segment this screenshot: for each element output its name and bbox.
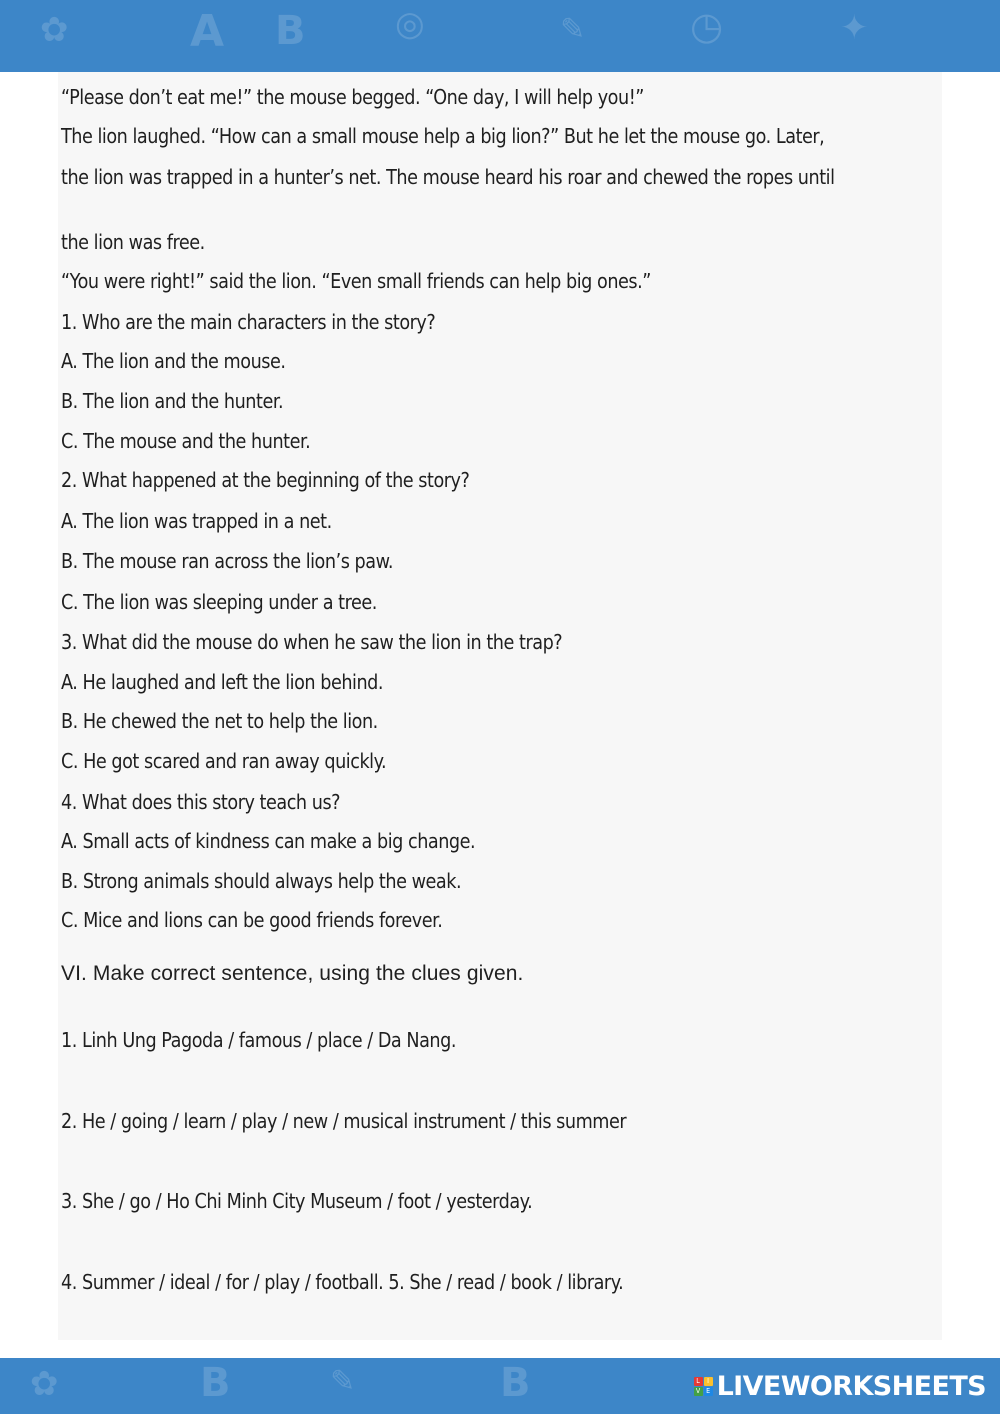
- logo-mark-square: L: [694, 1377, 703, 1386]
- answer-option[interactable]: A. The lion was trapped in a net.: [61, 509, 332, 533]
- letter-b-doodle-icon: B: [275, 8, 306, 54]
- star-doodle-icon: ✿: [30, 1364, 59, 1404]
- sentence-clue: 3. She / go / Ho Chi Minh City Museum / foot / yesterday.: [61, 1189, 533, 1213]
- question-text: 2. What happened at the beginning of the story?: [61, 468, 470, 492]
- star-doodle-icon: ✿: [40, 10, 69, 50]
- answer-option[interactable]: B. He chewed the net to help the lion.: [61, 709, 378, 733]
- logo-mark-icon: [694, 1377, 713, 1396]
- answer-option[interactable]: B. The lion and the hunter.: [61, 389, 284, 413]
- pencil-doodle-icon: ✎: [330, 1364, 356, 1399]
- letter-a-doodle-icon: A: [190, 6, 225, 57]
- liveworksheets-logo[interactable]: [694, 1371, 986, 1401]
- answer-option[interactable]: A. He laughed and left the lion behind.: [61, 670, 384, 694]
- answer-option[interactable]: B. Strong animals should always help the weak.: [61, 869, 462, 893]
- answer-option[interactable]: C. He got scared and ran away quickly.: [61, 749, 387, 773]
- story-line: The lion laughed. “How can a small mouse help a big lion?” But he let the mouse go. Later,: [61, 124, 825, 148]
- letter-b-doodle-icon: B: [200, 1360, 231, 1406]
- story-line: the lion was free.: [61, 230, 205, 254]
- logo-mark-square: V: [694, 1387, 703, 1396]
- answer-option[interactable]: C. The lion was sleeping under a tree.: [61, 590, 377, 614]
- section-title: VI. Make correct sentence, using the clues given.: [61, 962, 524, 985]
- answer-option[interactable]: A. Small acts of kindness can make a big change.: [61, 829, 476, 853]
- answer-option[interactable]: C. The mouse and the hunter.: [61, 429, 311, 453]
- question-text: 4. What does this story teach us?: [61, 790, 341, 814]
- sentence-clue: 1. Linh Ung Pagoda / famous / place / Da Nang.: [61, 1028, 456, 1052]
- story-line: the lion was trapped in a hunter’s net. The mouse heard his roar and chewed the ropes until: [61, 165, 835, 189]
- bottom-banner: [0, 1358, 1000, 1414]
- clock-doodle-icon: ◷: [690, 4, 724, 48]
- logo-mark-square: E: [704, 1387, 713, 1396]
- question-text: 3. What did the mouse do when he saw the lion in the trap?: [61, 630, 563, 654]
- sentence-clue: 4. Summer / ideal / for / play / football. 5. She / read / book / library.: [61, 1270, 624, 1294]
- question-text: 1. Who are the main characters in the story?: [61, 310, 436, 334]
- answer-option[interactable]: B. The mouse ran across the lion’s paw.: [61, 549, 394, 573]
- letter-b-doodle-icon: B: [500, 1360, 531, 1406]
- logo-text: LIVEWORKSHEETS: [716, 1370, 986, 1402]
- star-doodle-icon: ✦: [840, 8, 869, 48]
- answer-option[interactable]: C. Mice and lions can be good friends forever.: [61, 908, 443, 932]
- story-line: “Please don’t eat me!” the mouse begged. “One day, I will help you!”: [61, 85, 644, 109]
- footer-divider: [0, 1340, 578, 1358]
- answer-option[interactable]: A. The lion and the mouse.: [61, 349, 286, 373]
- logo-mark-square: I: [704, 1377, 713, 1386]
- worksheet-page: [58, 72, 942, 1340]
- circle-doodle-icon: ◎: [395, 4, 425, 44]
- top-banner: [0, 0, 1000, 72]
- story-line: “You were right!” said the lion. “Even small friends can help big ones.”: [61, 269, 651, 293]
- pencil-doodle-icon: ✎: [560, 12, 586, 47]
- sentence-clue: 2. He / going / learn / play / new / musical instrument / this summer: [61, 1109, 627, 1133]
